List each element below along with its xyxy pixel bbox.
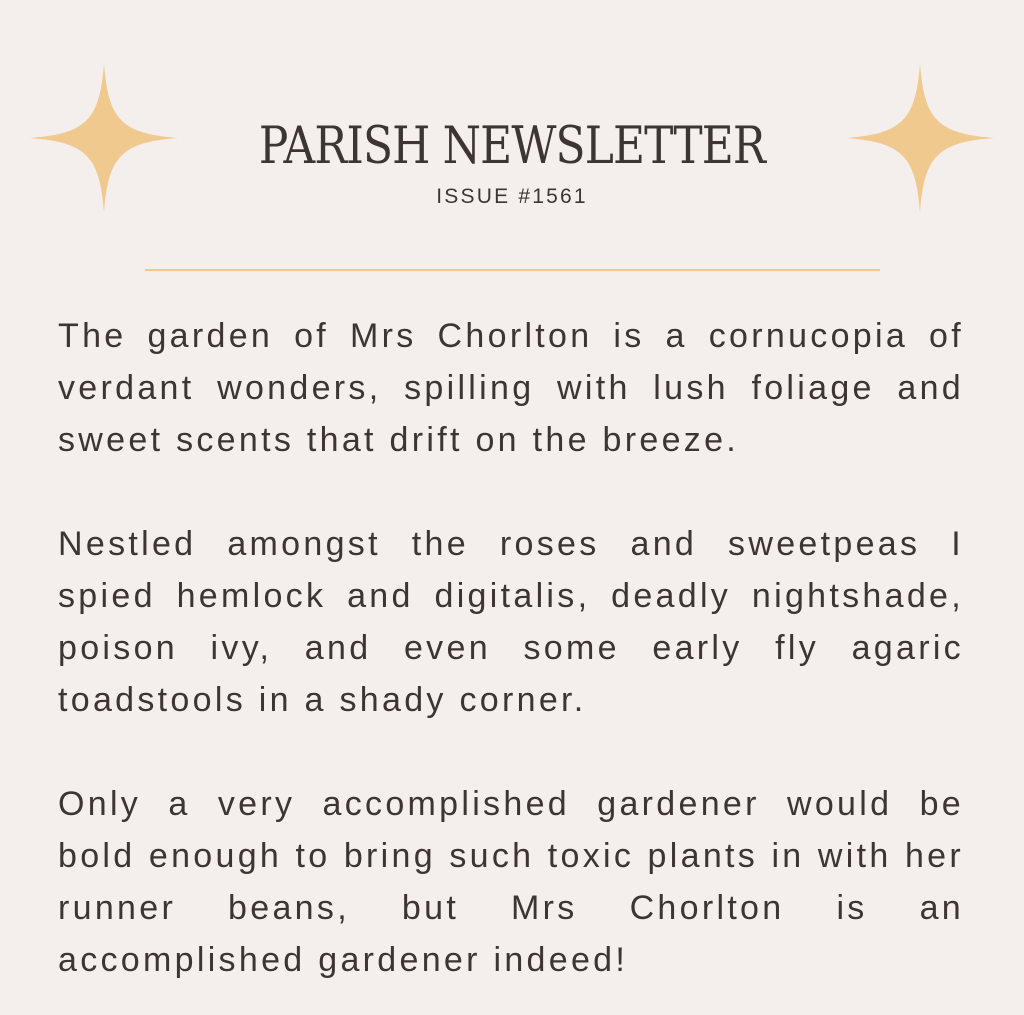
newsletter-title: PARISH NEWSLETTER <box>258 117 766 176</box>
issue-number: ISSUE #1561 <box>436 185 588 208</box>
article-paragraph: The garden of Mrs Chorlton is a cornucopia of verdant wonders, spilling with lush foliage and sweet scents that drift on the breeze. <box>58 317 964 459</box>
article-paragraph: Only a very accomplished gardener would be bold enough to bring such toxic plants in with her runner beans, but Mrs Chorlton is an accomplished gardener indeed! <box>58 785 964 979</box>
four-point-star-icon <box>846 64 994 212</box>
header-divider <box>145 269 880 271</box>
article-body <box>58 310 964 986</box>
article-paragraph: Nestled amongst the roses and sweetpeas I spied hemlock and digitalis, deadly nightshade, poison ivy, and even some early fly agaric toadstools in a shady corner. <box>58 525 964 719</box>
